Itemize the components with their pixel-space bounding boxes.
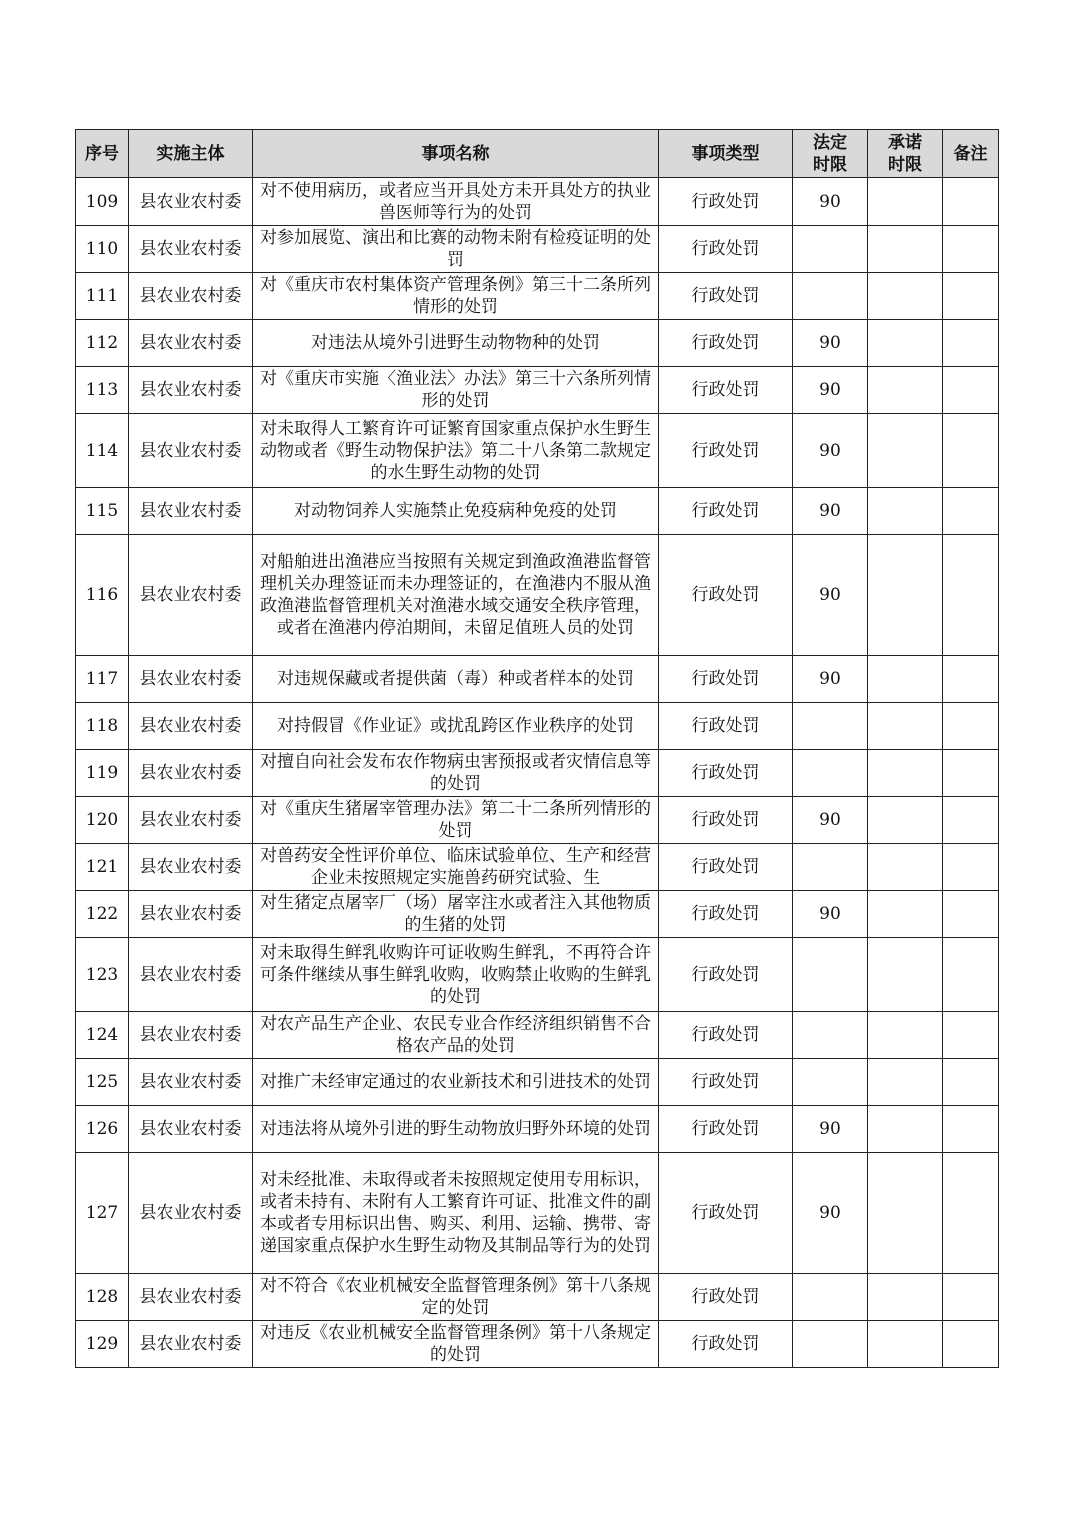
row-remarks	[943, 1274, 999, 1321]
row-promised-limit	[868, 535, 943, 656]
row-name-text: 对不符合《农业机械安全监督管理条例》第十八条规定的处罚	[260, 1276, 651, 1318]
row-legal-limit	[793, 367, 868, 414]
row-subject	[129, 273, 253, 320]
row-name-text: 对《重庆市实施〈渔业法〉办法》第三十六条所列情形的处罚	[260, 369, 651, 411]
row-promised-limit	[868, 656, 943, 703]
row-name	[253, 488, 659, 535]
row-promised-limit	[868, 1012, 943, 1059]
row-legal-limit	[793, 1106, 868, 1153]
row-index-text: 118	[85, 716, 119, 736]
row-legal-limit	[793, 414, 868, 488]
row-type-text: 行政处罚	[691, 904, 760, 924]
table-row	[76, 1106, 999, 1153]
row-name-text: 对兽药安全性评价单位、临床试验单位、生产和经营企业未按照规定实施兽药研究试验、生	[260, 846, 651, 888]
row-promised-limit	[868, 844, 943, 891]
row-subject	[129, 1059, 253, 1106]
header-index: 序号	[76, 130, 129, 178]
row-index	[76, 703, 129, 750]
row-index-text: 122	[85, 904, 119, 924]
row-name-text: 对违规保藏或者提供菌（毒）种或者样本的处罚	[277, 669, 634, 689]
row-index	[76, 414, 129, 488]
row-legal-limit-text: 90	[819, 1203, 841, 1223]
row-index	[76, 1153, 129, 1274]
row-promised-limit	[868, 891, 943, 938]
row-subject-text: 县农业农村委	[139, 1334, 242, 1354]
row-subject-text: 县农业农村委	[139, 191, 242, 212]
row-subject	[129, 1274, 253, 1321]
row-type	[659, 178, 793, 226]
row-subject-text: 县农业农村委	[139, 716, 242, 736]
row-name	[253, 1153, 659, 1274]
row-promised-limit	[868, 367, 943, 414]
row-promised-limit	[868, 750, 943, 797]
row-name-text: 对《重庆生猪屠宰管理办法》第二十二条所列情形的处罚	[260, 799, 651, 841]
row-index-text: 123	[85, 964, 119, 985]
row-name-text: 对持假冒《作业证》或扰乱跨区作业秩序的处罚	[277, 716, 634, 736]
row-type	[659, 1059, 793, 1106]
row-remarks	[943, 273, 999, 320]
table-row	[76, 178, 999, 226]
table-row	[76, 703, 999, 750]
table-row	[76, 891, 999, 938]
row-legal-limit-text: 90	[819, 440, 841, 461]
row-remarks	[943, 1321, 999, 1368]
row-subject-text: 县农业农村委	[139, 380, 242, 400]
header-legal-limit-line1: 法定	[813, 132, 847, 153]
row-index-text: 113	[85, 380, 119, 400]
row-promised-limit	[868, 1153, 943, 1274]
row-subject-text: 县农业农村委	[139, 1072, 242, 1092]
row-type	[659, 656, 793, 703]
row-promised-limit	[868, 178, 943, 226]
row-subject	[129, 1106, 253, 1153]
row-type	[659, 1106, 793, 1153]
row-name	[253, 938, 659, 1012]
row-index-text: 127	[85, 1203, 119, 1223]
row-remarks	[943, 178, 999, 226]
row-type-text: 行政处罚	[691, 964, 760, 985]
row-type-text: 行政处罚	[691, 1203, 760, 1223]
row-index-text: 121	[85, 857, 119, 877]
table-row	[76, 320, 999, 367]
row-remarks	[943, 1012, 999, 1059]
row-legal-limit	[793, 938, 868, 1012]
row-name	[253, 844, 659, 891]
row-name	[253, 1321, 659, 1368]
table-row	[76, 414, 999, 488]
row-type	[659, 273, 793, 320]
row-remarks	[943, 1106, 999, 1153]
table-row	[76, 226, 999, 273]
row-remarks	[943, 226, 999, 273]
row-name	[253, 1059, 659, 1106]
row-index	[76, 1274, 129, 1321]
row-subject-text: 县农业农村委	[139, 964, 242, 985]
row-subject-text: 县农业农村委	[139, 669, 242, 689]
row-legal-limit-text: 90	[819, 501, 841, 521]
row-legal-limit	[793, 891, 868, 938]
row-legal-limit-text: 90	[819, 585, 841, 605]
row-index-text: 114	[85, 440, 119, 461]
row-index-text: 120	[85, 810, 119, 830]
table-row	[76, 1059, 999, 1106]
row-remarks	[943, 797, 999, 844]
row-type-text: 行政处罚	[691, 440, 760, 461]
row-legal-limit	[793, 320, 868, 367]
row-name-text: 对违法从境外引进野生动物物种的处罚	[311, 333, 600, 353]
row-type-text: 行政处罚	[691, 286, 760, 306]
table-row	[76, 273, 999, 320]
table-row	[76, 367, 999, 414]
row-subject	[129, 1321, 253, 1368]
header-promised-limit-line2: 时限	[888, 154, 922, 175]
row-type-text: 行政处罚	[691, 857, 760, 877]
row-index-text: 116	[85, 585, 119, 605]
row-name	[253, 178, 659, 226]
row-index-text: 126	[85, 1119, 119, 1139]
row-remarks	[943, 414, 999, 488]
row-promised-limit	[868, 703, 943, 750]
table-row	[76, 656, 999, 703]
header-subject: 实施主体	[129, 130, 253, 178]
row-type	[659, 320, 793, 367]
row-legal-limit	[793, 703, 868, 750]
row-remarks	[943, 488, 999, 535]
row-promised-limit	[868, 414, 943, 488]
row-index	[76, 750, 129, 797]
row-index	[76, 367, 129, 414]
row-index	[76, 891, 129, 938]
header-legal-limit	[793, 130, 868, 178]
row-subject-text: 县农业农村委	[139, 286, 242, 306]
row-legal-limit	[793, 1059, 868, 1106]
row-legal-limit	[793, 1274, 868, 1321]
row-promised-limit	[868, 1321, 943, 1368]
row-type-text: 行政处罚	[691, 1287, 760, 1307]
row-name-text: 对违反《农业机械安全监督管理条例》第十八条规定的处罚	[260, 1323, 651, 1365]
row-type	[659, 844, 793, 891]
row-type-text: 行政处罚	[691, 1334, 760, 1354]
row-subject	[129, 320, 253, 367]
row-index	[76, 797, 129, 844]
row-index-text: 110	[85, 239, 119, 259]
row-type	[659, 1274, 793, 1321]
row-legal-limit-text: 90	[819, 191, 841, 212]
row-name-text: 对未经批准、未取得或者未按照规定使用专用标识，或者未持有、未附有人工繁育许可证、批准文件的副本或者专用标识出售、购买、利用、运输、携带、寄递国家重点保护水生野生动物及其制品等行为的处罚	[260, 1170, 651, 1256]
row-name	[253, 1012, 659, 1059]
row-subject	[129, 226, 253, 273]
row-promised-limit	[868, 273, 943, 320]
row-name	[253, 797, 659, 844]
row-legal-limit	[793, 535, 868, 656]
row-type-text: 行政处罚	[691, 763, 760, 783]
row-promised-limit	[868, 1106, 943, 1153]
row-index-text: 112	[85, 333, 119, 353]
header-row	[76, 130, 999, 178]
row-subject-text: 县农业农村委	[139, 333, 242, 353]
row-type-text: 行政处罚	[691, 669, 760, 689]
row-type	[659, 891, 793, 938]
row-subject-text: 县农业农村委	[139, 1025, 242, 1045]
row-remarks	[943, 891, 999, 938]
row-type-text: 行政处罚	[691, 1072, 760, 1092]
row-legal-limit	[793, 488, 868, 535]
row-name	[253, 414, 659, 488]
row-index-text: 119	[85, 763, 119, 783]
row-promised-limit	[868, 488, 943, 535]
table-row	[76, 938, 999, 1012]
row-remarks	[943, 320, 999, 367]
header-promised-limit	[868, 130, 943, 178]
row-type	[659, 938, 793, 1012]
row-subject	[129, 414, 253, 488]
row-subject	[129, 1153, 253, 1274]
row-index	[76, 178, 129, 226]
row-type-text: 行政处罚	[691, 501, 760, 521]
row-remarks	[943, 1059, 999, 1106]
table-row	[76, 1012, 999, 1059]
row-name	[253, 367, 659, 414]
header-remarks: 备注	[943, 130, 999, 178]
row-index	[76, 320, 129, 367]
row-legal-limit-text: 90	[819, 1119, 841, 1139]
table-row	[76, 797, 999, 844]
header-promised-limit-line1: 承诺	[888, 132, 922, 153]
row-index	[76, 226, 129, 273]
row-type-text: 行政处罚	[691, 191, 760, 212]
row-index	[76, 938, 129, 1012]
row-index	[76, 535, 129, 656]
row-subject-text: 县农业农村委	[139, 857, 242, 877]
row-legal-limit	[793, 797, 868, 844]
row-index	[76, 488, 129, 535]
row-type-text: 行政处罚	[691, 716, 760, 736]
row-type-text: 行政处罚	[691, 810, 760, 830]
row-subject	[129, 797, 253, 844]
row-subject	[129, 535, 253, 656]
row-name-text: 对农产品生产企业、农民专业合作经济组织销售不合格农产品的处罚	[260, 1014, 651, 1056]
row-subject-text: 县农业农村委	[139, 501, 242, 521]
row-legal-limit	[793, 1012, 868, 1059]
row-name	[253, 1106, 659, 1153]
row-subject-text: 县农业农村委	[139, 763, 242, 783]
row-name-text: 对生猪定点屠宰厂（场）屠宰注水或者注入其他物质的生猪的处罚	[260, 893, 651, 935]
row-type	[659, 703, 793, 750]
row-legal-limit-text: 90	[819, 380, 841, 400]
row-subject	[129, 656, 253, 703]
row-legal-limit	[793, 273, 868, 320]
row-type	[659, 1012, 793, 1059]
row-subject	[129, 178, 253, 226]
row-type	[659, 535, 793, 656]
row-name	[253, 656, 659, 703]
row-remarks	[943, 535, 999, 656]
row-type	[659, 1153, 793, 1274]
header-name: 事项名称	[253, 130, 659, 178]
row-type	[659, 797, 793, 844]
row-remarks	[943, 844, 999, 891]
row-name-text: 对《重庆市农村集体资产管理条例》第三十二条所列情形的处罚	[260, 275, 651, 317]
row-remarks	[943, 1153, 999, 1274]
row-type	[659, 414, 793, 488]
row-index	[76, 656, 129, 703]
row-type	[659, 1321, 793, 1368]
row-subject	[129, 891, 253, 938]
row-name	[253, 535, 659, 656]
row-legal-limit	[793, 1321, 868, 1368]
row-subject-text: 县农业农村委	[139, 1119, 242, 1139]
row-index	[76, 1012, 129, 1059]
row-subject	[129, 703, 253, 750]
row-index-text: 115	[85, 501, 119, 521]
row-type	[659, 750, 793, 797]
row-subject-text: 县农业农村委	[139, 239, 242, 259]
row-type	[659, 367, 793, 414]
row-legal-limit	[793, 750, 868, 797]
table-row	[76, 1321, 999, 1368]
row-subject-text: 县农业农村委	[139, 810, 242, 830]
row-name-text: 对动物饲养人实施禁止免疫病种免疫的处罚	[294, 501, 617, 521]
row-index	[76, 1059, 129, 1106]
row-promised-limit	[868, 320, 943, 367]
row-type-text: 行政处罚	[691, 239, 760, 259]
table-row	[76, 535, 999, 656]
row-name-text: 对未取得人工繁育许可证繁育国家重点保护水生野生动物或者《野生动物保护法》第二十八条第二款规定的水生野生动物的处罚	[260, 418, 651, 483]
row-index-text: 109	[85, 191, 119, 212]
row-subject-text: 县农业农村委	[139, 440, 242, 461]
row-name-text: 对参加展览、演出和比赛的动物未附有检疫证明的处罚	[260, 228, 651, 270]
row-type	[659, 488, 793, 535]
row-subject	[129, 750, 253, 797]
row-name-text: 对擅自向社会发布农作物病虫害预报或者灾情信息等的处罚	[260, 752, 651, 794]
row-index	[76, 1321, 129, 1368]
row-index-text: 124	[85, 1025, 119, 1045]
row-type-text: 行政处罚	[691, 1119, 760, 1139]
table-body	[76, 178, 999, 1368]
row-name	[253, 703, 659, 750]
row-promised-limit	[868, 938, 943, 1012]
row-name-text: 对推广未经审定通过的农业新技术和引进技术的处罚	[260, 1072, 651, 1092]
row-index-text: 129	[85, 1334, 119, 1354]
row-subject	[129, 938, 253, 1012]
row-index-text: 117	[85, 669, 119, 689]
row-subject-text: 县农业农村委	[139, 585, 242, 605]
row-promised-limit	[868, 1274, 943, 1321]
matters-table	[75, 129, 999, 1368]
row-type-text: 行政处罚	[691, 585, 760, 605]
row-subject	[129, 1012, 253, 1059]
row-name	[253, 750, 659, 797]
row-legal-limit-text: 90	[819, 810, 841, 830]
row-name	[253, 1274, 659, 1321]
row-index-text: 111	[85, 286, 119, 306]
table-row	[76, 1274, 999, 1321]
row-type	[659, 226, 793, 273]
table-row	[76, 1153, 999, 1274]
table-row	[76, 488, 999, 535]
row-promised-limit	[868, 797, 943, 844]
row-remarks	[943, 703, 999, 750]
row-type-text: 行政处罚	[691, 380, 760, 400]
row-subject-text: 县农业农村委	[139, 1203, 242, 1223]
row-index	[76, 273, 129, 320]
row-legal-limit	[793, 178, 868, 226]
row-index-text: 125	[85, 1072, 119, 1092]
row-legal-limit	[793, 1153, 868, 1274]
row-subject-text: 县农业农村委	[139, 904, 242, 924]
row-legal-limit	[793, 226, 868, 273]
row-name	[253, 891, 659, 938]
table-row	[76, 844, 999, 891]
row-legal-limit-text: 90	[819, 669, 841, 689]
row-legal-limit-text: 90	[819, 333, 841, 353]
row-legal-limit	[793, 656, 868, 703]
row-name-text: 对船舶进出渔港应当按照有关规定到渔政渔港监督管理机关办理签证而未办理签证的，在渔港内不服从渔政渔港监督管理机关对渔港水域交通安全秩序管理，或者在渔港内停泊期间，未留足值班人员的处罚	[260, 552, 651, 638]
row-name	[253, 226, 659, 273]
row-name-text: 对不使用病历，或者应当开具处方未开具处方的执业兽医师等行为的处罚	[260, 180, 651, 223]
row-type-text: 行政处罚	[691, 1025, 760, 1045]
table-row	[76, 750, 999, 797]
header-legal-limit-line2: 时限	[813, 154, 847, 175]
row-index	[76, 844, 129, 891]
row-subject-text: 县农业农村委	[139, 1287, 242, 1307]
row-name-text: 对违法将从境外引进的野生动物放归野外环境的处罚	[260, 1119, 651, 1139]
row-index-text: 128	[85, 1287, 119, 1307]
row-name-text: 对未取得生鲜乳收购许可证收购生鲜乳，不再符合许可条件继续从事生鲜乳收购，收购禁止收购的生鲜乳的处罚	[260, 942, 651, 1007]
row-name	[253, 273, 659, 320]
row-legal-limit-text: 90	[819, 904, 841, 924]
row-promised-limit	[868, 1059, 943, 1106]
row-subject	[129, 844, 253, 891]
header-type: 事项类型	[659, 130, 793, 178]
row-remarks	[943, 938, 999, 1012]
row-remarks	[943, 367, 999, 414]
row-index	[76, 1106, 129, 1153]
row-remarks	[943, 656, 999, 703]
row-legal-limit	[793, 844, 868, 891]
row-promised-limit	[868, 226, 943, 273]
row-subject	[129, 367, 253, 414]
row-subject	[129, 488, 253, 535]
row-name	[253, 320, 659, 367]
row-type-text: 行政处罚	[691, 333, 760, 353]
row-remarks	[943, 750, 999, 797]
